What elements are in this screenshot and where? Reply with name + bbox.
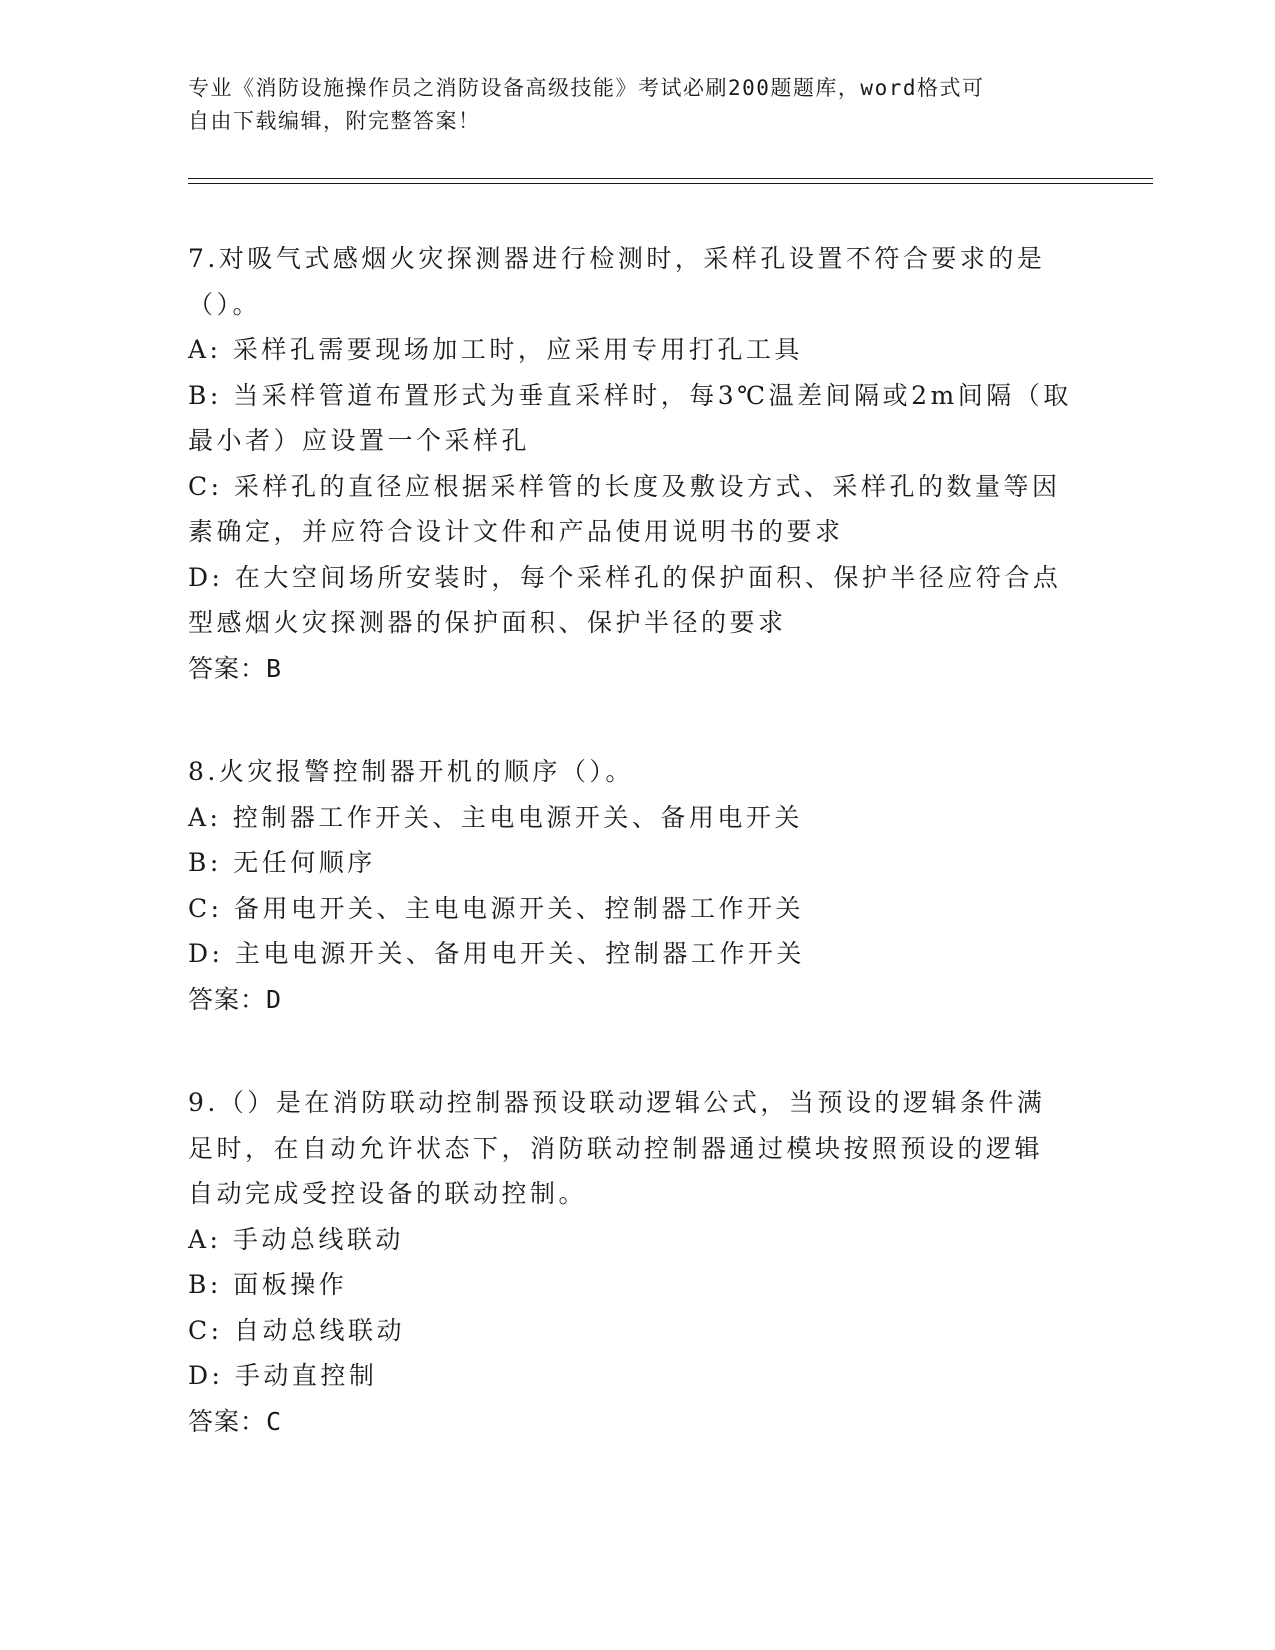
option-b: 最小者）应设置一个采样孔 xyxy=(188,426,531,455)
option-d: D: 主电电源开关、备用电开关、控制器工作开关 xyxy=(188,939,805,968)
option-c: C: 采样孔的直径应根据采样管的长度及敷设方式、采样孔的数量等因 xyxy=(188,471,1061,501)
option-d: 型感烟火灾探测器的保护面积、保护半径的要求 xyxy=(188,608,787,637)
question-stem: 7.对吸气式感烟火灾探测器进行检测时，采样孔设置不符合要求的是 xyxy=(188,244,1046,273)
question-7 xyxy=(188,236,1088,691)
option-a: A: 手动总线联动 xyxy=(188,1224,404,1254)
header-line: 自由下载编辑，附完整答案！ xyxy=(188,109,481,133)
option-b: B: 当采样管道布置形式为垂直采样时，每3℃温差间隔或2m间隔（取 xyxy=(188,380,1072,410)
question-stem: 足时，在自动允许状态下，消防联动控制器通过模块按照预设的逻辑 xyxy=(188,1133,1044,1163)
option-c: 素确定，并应符合设计文件和产品使用说明书的要求 xyxy=(188,517,844,546)
answer-label: 答案：D xyxy=(188,984,283,1014)
option-d: D: 手动直控制 xyxy=(188,1361,378,1390)
question-9 xyxy=(188,1080,1088,1444)
option-c: C: 自动总线联动 xyxy=(188,1315,405,1345)
question-stem: （）。 xyxy=(188,289,262,319)
answer-label: 答案：C xyxy=(188,1406,283,1436)
header-line: 专业《消防设施操作员之消防设备高级技能》考试必刷200题题库，word格式可 xyxy=(188,76,985,100)
option-d: D: 在大空间场所安装时，每个采样孔的保护面积、保护半径应符合点 xyxy=(188,562,1062,592)
option-a: A: 控制器工作开关、主电电源开关、备用电开关 xyxy=(188,802,803,832)
document-header xyxy=(188,72,1068,138)
question-stem: 9.（）是在消防联动控制器预设联动逻辑公式，当预设的逻辑条件满 xyxy=(188,1088,1046,1117)
question-8 xyxy=(188,749,1088,1022)
option-c: C: 备用电开关、主电电源开关、控制器工作开关 xyxy=(188,893,804,923)
header-divider-top xyxy=(188,178,1153,179)
option-a: A: 采样孔需要现场加工时，应采用专用打孔工具 xyxy=(188,335,803,364)
answer-label: 答案：B xyxy=(188,653,283,683)
question-list xyxy=(188,236,1088,1502)
question-stem: 自动完成受控设备的联动控制。 xyxy=(188,1179,588,1208)
question-stem: 8.火灾报警控制器开机的顺序（）。 xyxy=(188,757,634,786)
header-divider-bottom xyxy=(188,183,1153,184)
option-b: B: 无任何顺序 xyxy=(188,848,376,877)
option-b: B: 面板操作 xyxy=(188,1270,348,1299)
